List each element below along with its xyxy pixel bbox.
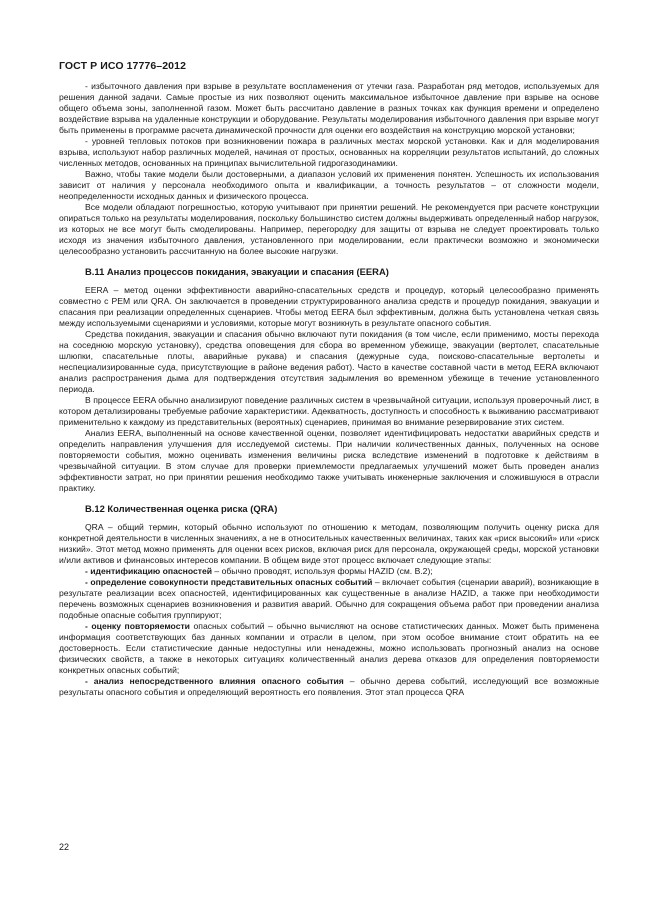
paragraph: Анализ EERA, выполненный на основе качественной оценки, позволяет идентифицировать недостатки аварийных средств и определить направления улучшения для исследуемой системы. При наличии количественных данных, полученных на основе повторяемости события, можно оценивать изменения величины риска вследствие изменений в подготовке к действиям в чрезвычайной ситуации. В этом случае для проверки приемлемости предлагаемых улучшений может быть проведен анализ эффективности затрат, но при принятии решения необходимо также учитывать инженерные заключения и сложившуюся в отрасли практику. bbox=[59, 428, 599, 493]
paragraph: QRA – общий термин, который обычно используют по отношению к методам, позволяющим получить оценку риска для конкретной деятельности в численных значениях, а не в относительных качественных величинах, таких как «риск высокий» или «риск низкий». Этот метод можно применять для оценки всех рисков, включая риск для персонала, окружающей среды, морской установки и/или активов и финансовых интересов компании. В общем виде этот процесс включает следующие этапы: bbox=[59, 522, 599, 565]
paragraph: Средства покидания, эвакуации и спасания обычно включают пути покидания (в том числе, если применимо, мосты перехода на соседнюю морскую установку), средства оповещения для сбора во временном убежище, эвакуации (вертолет, спасательные шлюпки, спасательные плоты, аварийные рукава) и спасания (дежурные суда, поисково-спасательные вертолеты и неспециализированные суда, присутствующие в районе ведения работ). Часто в качестве составной части в метод EERA включают анализ распространения дыма для подтверждения отсутствия задымления во временном убежище в течение установленного периода. bbox=[59, 329, 599, 394]
paragraph: - избыточного давления при взрыве в результате воспламенения от утечки газа. Разработан ряд методов, используемых для решения данной задачи. Самые простые из них позволяют оценить максимальное избыточное давление при взрыве на основе общего объема зоны, заполненной газом. Может быть рассчитано давление в разных точках как функция времени и определено воздействие взрыва на удаленные конструкции и оборудование. Результаты моделирования избыточного давления при взрыве могут быть применены в программе расчета динамической прочности для оценки его воздействия на конструкцию морской установки; bbox=[59, 81, 599, 135]
paragraph: Важно, чтобы такие модели были достоверными, а диапазон условий их применения понятен. Успешность их использования зависит от наличия у персонала необходимого опыта и квалификации, а точность результатов – от сложности модели, неопределенности исходных данных и физического процесса. bbox=[59, 169, 599, 201]
list-item-text: – обычно дерева событий, исследующий все возможные результаты опасного события и определяющий вероятность его появления. Этот этап процесса QRA bbox=[59, 676, 599, 697]
paragraph: - уровней тепловых потоков при возникновении пожара в различных местах морской установки. Как и для моделирования взрыва, используют набор различных моделей, начиная от простых, основанных на корреляции результатов испытаний, до сложных численных методов, основанных на принципах вычислительной гидрогазодинамики. bbox=[59, 136, 599, 168]
section-heading-b11: B.11 Анализ процессов покидания, эвакуации и спасания (EERA) bbox=[85, 266, 389, 277]
paragraph: Все модели обладают погрешностью, которую учитывают при принятии решений. Не рекомендуется при расчете конструкции опираться только на результаты моделирования, поскольку большинство систем должны выдерживать определенный набор нагрузок, из которых не все могут быть смоделированы. Например, перегородку для защиты от взрыва не следует проектировать только исходя из значения избыточного давления, установленного при моделировании, если практически возможно и экономически целесообразно установить рассчитанную на более высокие нагрузки. bbox=[59, 202, 599, 256]
list-item-text: опасных событий – обычно вычисляют на основе статистических данных. Может быть применена информация соответствующих баз данных компании и отрасли в целом, при этом особое внимание стоит обратить на ее достоверность. Если статистические данные недоступны или ненадежны, можно использовать прогнозный анализ на основе физических свойств, а также в некоторых ситуациях количественный анализ дерева отказов для определения повторяемости конкретных опасных событий; bbox=[59, 621, 599, 675]
list-item-text: – включает события (сценарии аварий), возникающие в результате реализации всех опасностей, идентифицированных как существенные в анализе HAZID, а также при необходимости перечень возможных сценариев возникновения и развития аварий. Обычно для сокращения объема работ при проведении анализа подобные опасные события группируют; bbox=[59, 577, 599, 620]
list-item-term: - идентификацию опасностей bbox=[85, 566, 213, 576]
list-item-term: - определение совокупности представительных опасных событий bbox=[85, 577, 373, 587]
standard-header: ГОСТ Р ИСО 17776–2012 bbox=[59, 60, 187, 72]
paragraph: EERA – метод оценки эффективности аварийно-спасательных средств и процедур, который целесообразно применять совместно с PEM или QRA. Он заключается в проведении структурированного анализа средств и процедур покидания, эвакуации и спасания при реализации определенных сценариев. Чтобы метод EERA был эффективным, должна быть установлена четкая связь между используемыми сценариями и условиями, которые могут возникнуть в результате опасного события. bbox=[59, 285, 599, 328]
list-item-text: – обычно проводят, используя формы HAZID (см. B.2); bbox=[212, 566, 433, 576]
paragraph: В процессе EERA обычно анализируют поведение различных систем в чрезвычайной ситуации, используя проверочный лист, в котором детализированы требуемые рабочие характеристики. Адекватность, доступность и способность к выживанию рассматривают применительно к каждому из представительных (вероятных) сценариев, принимая во внимание резервирование этих систем. bbox=[59, 395, 599, 427]
list-item bbox=[59, 577, 599, 621]
list-item bbox=[59, 566, 599, 577]
list-item-term: - оценку повторяемости bbox=[85, 621, 190, 631]
page-number: 22 bbox=[59, 842, 70, 852]
list-item bbox=[59, 676, 599, 698]
section-heading-b12: B.12 Количественная оценка риска (QRA) bbox=[85, 503, 278, 514]
list-item bbox=[59, 621, 599, 676]
document-body bbox=[59, 81, 599, 698]
list-item-term: - анализ непосредственного влияния опасного события bbox=[85, 676, 344, 686]
